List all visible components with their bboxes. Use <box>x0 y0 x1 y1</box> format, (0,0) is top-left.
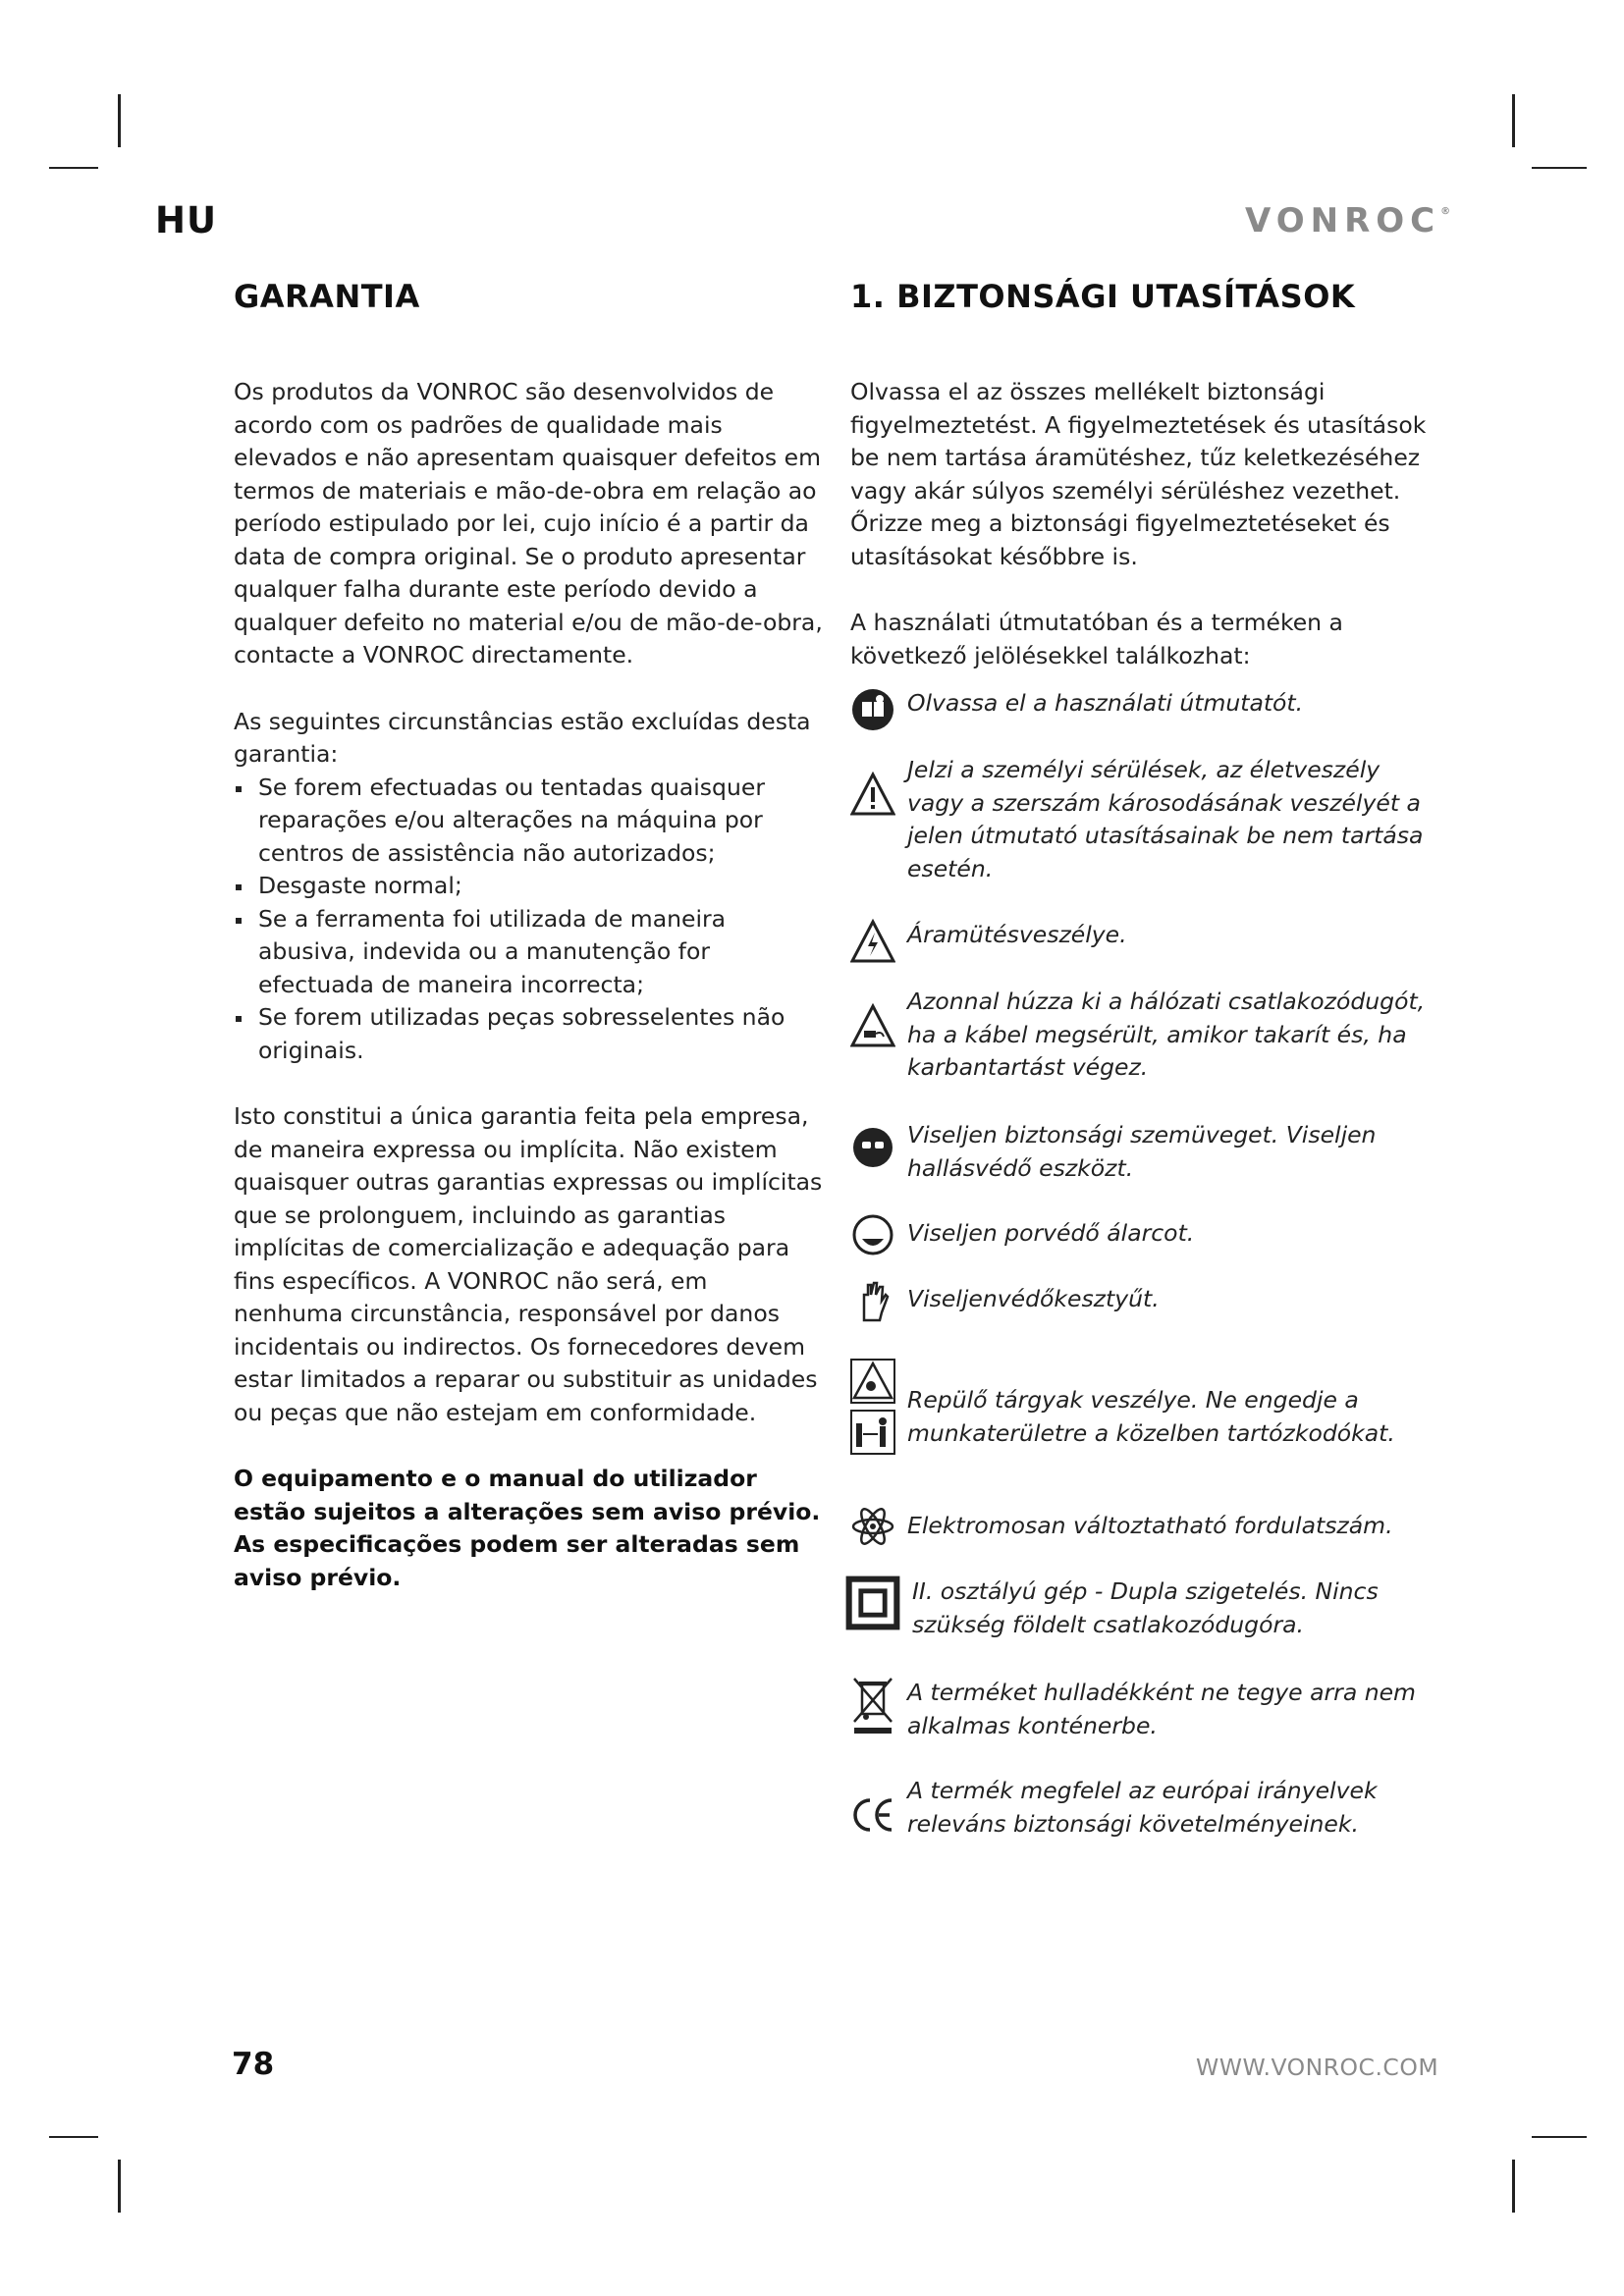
ce-mark-icon <box>850 1792 895 1838</box>
symbol-text: Viseljen biztonsági szemüveget. Viseljen hallásvédő eszközt. <box>907 1121 1377 1182</box>
safety-intro: Olvassa el az összes mellékelt biztonsági figyelmeztetést. A figyelmeztetések és utasítások be nem tartása áramütéshez, tűz keletkezéséhez vagy akár súlyos személyi sérüléshez vezethet. Őrizze meg a biztonsági figyelmeztetéseket és utasításokat későbbre is. <box>850 378 1427 570</box>
electric-shock-icon <box>850 919 895 964</box>
symbol-text: II. osztályú gép - Dupla szigetelés. Nincs szükség földelt csatlakozódugóra. <box>912 1577 1379 1638</box>
goggles-earmuffs-icon <box>850 1125 895 1170</box>
symbol-text: Jelzi a személyi sérülések, az életveszély vagy a szerszám károsodásának veszélyét a jelen útmutató utasításainak be nem tartása esetén. <box>907 756 1424 882</box>
symbol-row <box>850 754 1437 885</box>
symbol-text: Áramütésveszélye. <box>907 921 1127 948</box>
exclusions-intro: As seguintes circunstâncias estão excluídas desta garantia: <box>234 707 811 768</box>
symbol-text: Azonnal húzza ki a hálózati csatlakozódugót, ha a kábel megsérült, amikor takarít és, ha karbantartást végez. <box>907 988 1426 1081</box>
symbol-text: Viseljen porvédő álarcot. <box>907 1219 1195 1247</box>
weee-bin-icon <box>850 1677 895 1735</box>
crop-mark <box>49 167 98 169</box>
warning-triangle-icon <box>850 772 895 817</box>
warranty-intro: Os produtos da VONROC são desenvolvidos de acordo com os padrões de qualidade mais elevados e não apresentam quaisquer defeitos em termos de materiais e mão-de-obra em relação ao período estipulado por lei, cujo início é a partir da data de compra original. Se o produto apresentar qualquer falha durante este período devido a qualquer defeito no material e/ou de mão-de-obra, contacte a VONROC directamente. <box>234 378 823 668</box>
exclusions-list <box>234 772 823 1068</box>
symbol-row <box>850 986 1437 1085</box>
symbol-row <box>850 1384 1437 1459</box>
symbol-row <box>850 1217 1437 1258</box>
safety-column <box>850 278 1449 672</box>
symbol-row <box>850 1677 1437 1742</box>
symbols-intro: A használati útmutatóban és a terméken a következő jelölésekkel találkozhat: <box>850 609 1343 669</box>
symbol-row <box>850 687 1437 732</box>
crop-mark <box>118 2160 121 2213</box>
read-manual-icon <box>850 687 895 732</box>
crop-mark <box>1532 2136 1587 2138</box>
list-item: Desgaste normal; <box>234 870 823 903</box>
symbol-text: Viseljenvédőkesztyűt. <box>907 1285 1160 1312</box>
symbol-text: Repülő tárgyak veszélye. Ne engedje a munkaterületre a közelben tartózkodókat. <box>907 1386 1395 1447</box>
list-item: Se forem utilizadas peças sobresselentes não originais. <box>234 1001 823 1067</box>
crop-mark <box>49 2136 98 2138</box>
symbol-text: Olvassa el a használati útmutatót. <box>907 689 1304 717</box>
page-number: 78 <box>232 2047 275 2082</box>
symbol-text: Elektromosan változtatható fordulatszám. <box>907 1512 1393 1539</box>
website-url: WWW.VONROC.COM <box>1196 2054 1439 2081</box>
variable-speed-icon <box>850 1504 895 1549</box>
gloves-icon <box>850 1277 895 1322</box>
change-notice: O equipamento e o manual do utilizador estão sujeitos a alterações sem aviso prévio. As especificações podem ser alteradas sem aviso prévio. <box>234 1465 821 1591</box>
warranty-title: GARANTIA <box>234 278 420 315</box>
symbol-row <box>850 1510 1437 1549</box>
flying-objects-icon <box>850 1359 895 1459</box>
crop-mark <box>1512 2160 1515 2213</box>
symbol-row <box>850 1575 1442 1641</box>
class-2-icon <box>845 1575 900 1630</box>
symbol-row <box>850 919 1437 964</box>
unplug-icon <box>850 1003 895 1048</box>
crop-mark <box>1512 94 1515 147</box>
symbol-row <box>850 1775 1437 1841</box>
brand-logo: VONROC® <box>1245 201 1451 240</box>
safety-title: 1. BIZTONSÁGI UTASÍTÁSOK <box>850 278 1356 315</box>
symbol-row <box>850 1283 1437 1322</box>
symbol-text: A terméket hulladékként ne tegye arra nem alkalmas konténerbe. <box>907 1679 1416 1739</box>
warranty-text: Isto constitui a única garantia feita pela empresa, de maneira expressa ou implícita. Não existem quaisquer outras garantias expressas ou implícitas que se prolonguem, incluindo as garantias implícitas de comercialização e adequação para fins específicos. A VONROC não será, em nenhuma circunstância, responsável por danos incidentais ou indirectos. Os fornecedores devem estar limitados a reparar ou substituir as unidades ou peças que não estejam em conformidade. <box>234 1102 823 1426</box>
crop-mark <box>118 94 121 147</box>
dust-mask-icon <box>850 1213 895 1258</box>
symbol-row <box>850 1119 1437 1185</box>
warranty-column <box>234 278 823 1594</box>
list-item: Se a ferramenta foi utilizada de maneira abusiva, indevida ou a manutenção for efectuada de maneira incorrecta; <box>234 903 823 1002</box>
crop-mark <box>1532 167 1587 169</box>
language-code: HU <box>155 199 218 241</box>
symbol-text: A termék megfelel az európai irányelvek releváns biztonsági követelményeinek. <box>907 1777 1378 1838</box>
list-item: Se forem efectuadas ou tentadas quaisquer reparações e/ou alterações na máquina por centros de assistência não autorizados; <box>234 772 823 871</box>
